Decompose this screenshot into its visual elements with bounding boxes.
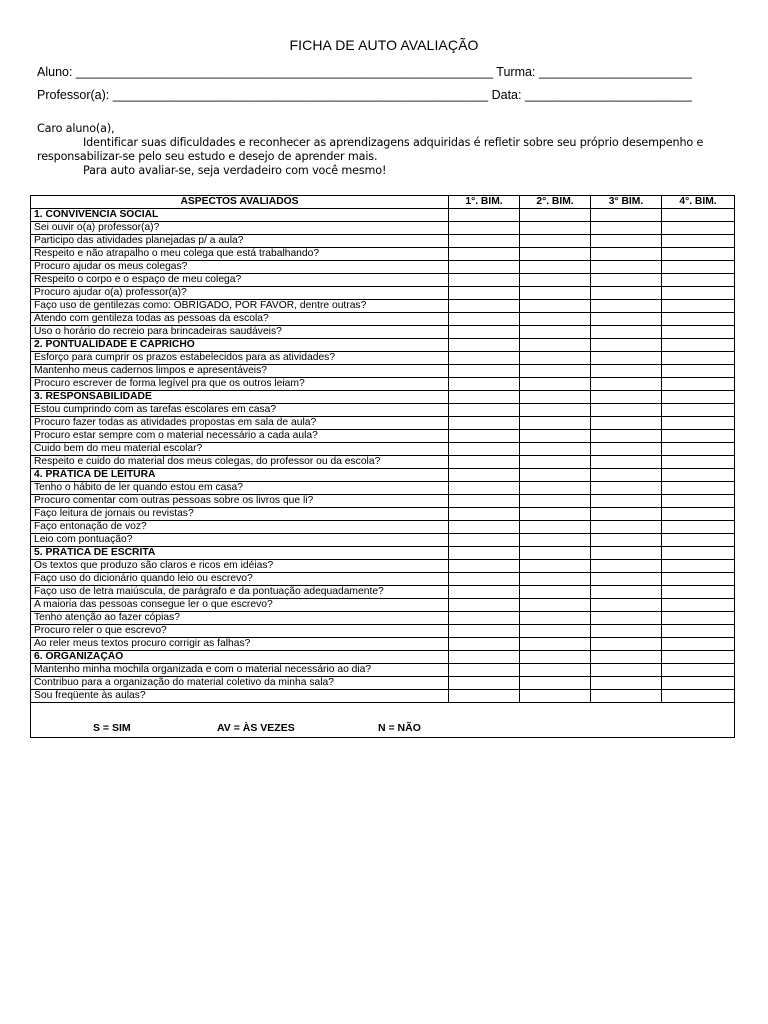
answer-cell-bim-4[interactable] bbox=[662, 365, 735, 378]
table-row bbox=[31, 430, 735, 443]
table-row bbox=[31, 443, 735, 456]
answer-cell-bim-1[interactable] bbox=[449, 300, 520, 313]
answer-cell-bim-3[interactable] bbox=[591, 690, 662, 703]
section-empty-cell bbox=[662, 651, 735, 664]
answer-cell-bim-4[interactable] bbox=[662, 287, 735, 300]
answer-cell-bim-1[interactable] bbox=[449, 443, 520, 456]
answer-cell-bim-4[interactable] bbox=[662, 326, 735, 339]
answer-cell-bim-1[interactable] bbox=[449, 625, 520, 638]
header-aspectos: ASPECTOS AVALIADOS bbox=[31, 196, 449, 209]
section-title: 5. PRÁTICA DE ESCRITA bbox=[31, 547, 449, 560]
table-row bbox=[31, 599, 735, 612]
section-empty-cell bbox=[520, 209, 591, 222]
section-title: 6. ORGANIZAÇÃO bbox=[31, 651, 449, 664]
answer-cell-bim-2[interactable] bbox=[520, 560, 591, 573]
answer-cell-bim-4[interactable] bbox=[662, 521, 735, 534]
question-cell: Respeito o corpo e o espaço de meu colega? bbox=[31, 274, 449, 287]
section-row bbox=[31, 547, 735, 560]
table-row bbox=[31, 261, 735, 274]
answer-cell-bim-2[interactable] bbox=[520, 378, 591, 391]
answer-cell-bim-2[interactable] bbox=[520, 235, 591, 248]
answer-cell-bim-2[interactable] bbox=[520, 521, 591, 534]
table-row bbox=[31, 690, 735, 703]
question-cell: Ao reler meus textos procuro corrigir as falhas? bbox=[31, 638, 449, 651]
question-cell: Sou freqüente às aulas? bbox=[31, 690, 449, 703]
answer-cell-bim-2[interactable] bbox=[520, 287, 591, 300]
intro-paragraph-2: Para auto avaliar-se, seja verdadeiro com você mesmo! bbox=[83, 164, 387, 177]
section-row bbox=[31, 469, 735, 482]
section-title: 2. PONTUALIDADE E CAPRICHO bbox=[31, 339, 449, 352]
question-cell: Faço uso de gentilezas como: OBRIGADO, POR FAVOR, dentre outras? bbox=[31, 300, 449, 313]
table-row bbox=[31, 638, 735, 651]
answer-cell-bim-2[interactable] bbox=[520, 625, 591, 638]
aluno-turma-line[interactable]: Aluno: ____________________________________________________________ Turma: ______________________ bbox=[37, 65, 692, 79]
section-title: 4. PRÁTICA DE LEITURA bbox=[31, 469, 449, 482]
answer-cell-bim-2[interactable] bbox=[520, 573, 591, 586]
section-row bbox=[31, 339, 735, 352]
table-row bbox=[31, 365, 735, 378]
section-empty-cell bbox=[591, 547, 662, 560]
answer-cell-bim-3[interactable] bbox=[591, 508, 662, 521]
answer-cell-bim-2[interactable] bbox=[520, 677, 591, 690]
document-title: FICHA DE AUTO AVALIAÇÃO bbox=[289, 37, 479, 53]
section-empty-cell bbox=[520, 469, 591, 482]
professor-data-line[interactable]: Professor(a): ______________________________________________________ Data: ________________________ bbox=[37, 88, 692, 102]
answer-cell-bim-2[interactable] bbox=[520, 443, 591, 456]
answer-cell-bim-3[interactable] bbox=[591, 612, 662, 625]
answer-cell-bim-4[interactable] bbox=[662, 495, 735, 508]
question-cell: Sei ouvir o(a) professor(a)? bbox=[31, 222, 449, 235]
section-row bbox=[31, 391, 735, 404]
table-row bbox=[31, 664, 735, 677]
section-empty-cell bbox=[520, 547, 591, 560]
question-cell: Esforço para cumprir os prazos estabelecidos para as atividades? bbox=[31, 352, 449, 365]
answer-cell-bim-4[interactable] bbox=[662, 599, 735, 612]
table-row bbox=[31, 274, 735, 287]
section-empty-cell bbox=[662, 547, 735, 560]
answer-cell-bim-1[interactable] bbox=[449, 404, 520, 417]
answer-cell-bim-2[interactable] bbox=[520, 222, 591, 235]
table-row bbox=[31, 625, 735, 638]
answer-cell-bim-2[interactable] bbox=[520, 508, 591, 521]
answer-cell-bim-1[interactable] bbox=[449, 612, 520, 625]
answer-cell-bim-2[interactable] bbox=[520, 456, 591, 469]
table-row bbox=[31, 495, 735, 508]
answer-cell-bim-3[interactable] bbox=[591, 378, 662, 391]
question-cell: Faço entonação de voz? bbox=[31, 521, 449, 534]
table-row bbox=[31, 417, 735, 430]
answer-cell-bim-4[interactable] bbox=[662, 534, 735, 547]
answer-cell-bim-1[interactable] bbox=[449, 573, 520, 586]
answer-cell-bim-2[interactable] bbox=[520, 261, 591, 274]
answer-cell-bim-2[interactable] bbox=[520, 495, 591, 508]
answer-cell-bim-2[interactable] bbox=[520, 274, 591, 287]
legend-cell bbox=[31, 703, 735, 738]
answer-cell-bim-4[interactable] bbox=[662, 482, 735, 495]
evaluation-table bbox=[30, 195, 735, 738]
table-row bbox=[31, 521, 735, 534]
answer-cell-bim-1[interactable] bbox=[449, 560, 520, 573]
answer-cell-bim-4[interactable] bbox=[662, 313, 735, 326]
section-empty-cell bbox=[449, 547, 520, 560]
section-title: 3. RESPONSABILIDADE bbox=[31, 391, 449, 404]
table-row bbox=[31, 248, 735, 261]
question-cell: Mantenho minha mochila organizada e com o material necessário ao dia? bbox=[31, 664, 449, 677]
answer-cell-bim-4[interactable] bbox=[662, 274, 735, 287]
section-empty-cell bbox=[591, 469, 662, 482]
answer-cell-bim-2[interactable] bbox=[520, 430, 591, 443]
question-cell: Procuro comentar com outras pessoas sobre os livros que li? bbox=[31, 495, 449, 508]
answer-cell-bim-3[interactable] bbox=[591, 261, 662, 274]
answer-cell-bim-4[interactable] bbox=[662, 417, 735, 430]
answer-cell-bim-2[interactable] bbox=[520, 417, 591, 430]
answer-cell-bim-2[interactable] bbox=[520, 638, 591, 651]
answer-cell-bim-2[interactable] bbox=[520, 352, 591, 365]
answer-cell-bim-1[interactable] bbox=[449, 508, 520, 521]
answer-cell-bim-4[interactable] bbox=[662, 430, 735, 443]
answer-cell-bim-1[interactable] bbox=[449, 690, 520, 703]
answer-cell-bim-1[interactable] bbox=[449, 638, 520, 651]
answer-cell-bim-1[interactable] bbox=[449, 677, 520, 690]
answer-cell-bim-3[interactable] bbox=[591, 248, 662, 261]
answer-cell-bim-1[interactable] bbox=[449, 326, 520, 339]
section-title: 1. CONVIVÊNCIA SOCIAL bbox=[31, 209, 449, 222]
answer-cell-bim-1[interactable] bbox=[449, 430, 520, 443]
legend-nao: N = NÃO bbox=[378, 722, 421, 734]
header-row bbox=[31, 196, 735, 209]
answer-cell-bim-3[interactable] bbox=[591, 404, 662, 417]
intro-paragraph-1-line-2: responsabilizar-se pelo seu estudo e desejo de aprender mais. bbox=[37, 150, 378, 163]
legend-as-vezes: AV = ÀS VEZES bbox=[217, 722, 295, 734]
table-row bbox=[31, 560, 735, 573]
section-row bbox=[31, 209, 735, 222]
header-bim-2: 2°. BIM. bbox=[520, 196, 591, 209]
table-row bbox=[31, 235, 735, 248]
table-row bbox=[31, 612, 735, 625]
table-row bbox=[31, 482, 735, 495]
answer-cell-bim-4[interactable] bbox=[662, 586, 735, 599]
question-cell: Atendo com gentileza todas as pessoas da escola? bbox=[31, 313, 449, 326]
table-row bbox=[31, 287, 735, 300]
question-cell: Tenho o hábito de ler quando estou em casa? bbox=[31, 482, 449, 495]
answer-cell-bim-4[interactable] bbox=[662, 638, 735, 651]
answer-cell-bim-1[interactable] bbox=[449, 352, 520, 365]
answer-cell-bim-1[interactable] bbox=[449, 235, 520, 248]
answer-cell-bim-2[interactable] bbox=[520, 248, 591, 261]
answer-cell-bim-3[interactable] bbox=[591, 534, 662, 547]
table-row bbox=[31, 222, 735, 235]
intro-paragraph-1-line-1: Identificar suas dificuldades e reconhecer as aprendizagens adquiridas é refletir sobre seu próprio desempenho e bbox=[83, 136, 704, 149]
answer-cell-bim-1[interactable] bbox=[449, 287, 520, 300]
table-row bbox=[31, 586, 735, 599]
answer-cell-bim-1[interactable] bbox=[449, 534, 520, 547]
answer-cell-bim-1[interactable] bbox=[449, 521, 520, 534]
answer-cell-bim-4[interactable] bbox=[662, 352, 735, 365]
answer-cell-bim-3[interactable] bbox=[591, 560, 662, 573]
answer-cell-bim-1[interactable] bbox=[449, 261, 520, 274]
answer-cell-bim-3[interactable] bbox=[591, 352, 662, 365]
section-empty-cell bbox=[662, 391, 735, 404]
question-cell: Mantenho meus cadernos limpos e apresentáveis? bbox=[31, 365, 449, 378]
answer-cell-bim-3[interactable] bbox=[591, 482, 662, 495]
section-empty-cell bbox=[520, 339, 591, 352]
answer-cell-bim-4[interactable] bbox=[662, 378, 735, 391]
answer-cell-bim-1[interactable] bbox=[449, 222, 520, 235]
section-row bbox=[31, 651, 735, 664]
table-row bbox=[31, 404, 735, 417]
answer-cell-bim-3[interactable] bbox=[591, 664, 662, 677]
answer-cell-bim-2[interactable] bbox=[520, 313, 591, 326]
answer-cell-bim-4[interactable] bbox=[662, 664, 735, 677]
answer-cell-bim-3[interactable] bbox=[591, 625, 662, 638]
answer-cell-bim-2[interactable] bbox=[520, 586, 591, 599]
answer-cell-bim-1[interactable] bbox=[449, 482, 520, 495]
answer-cell-bim-2[interactable] bbox=[520, 534, 591, 547]
table-row bbox=[31, 573, 735, 586]
answer-cell-bim-3[interactable] bbox=[591, 599, 662, 612]
answer-cell-bim-3[interactable] bbox=[591, 430, 662, 443]
answer-cell-bim-1[interactable] bbox=[449, 599, 520, 612]
answer-cell-bim-1[interactable] bbox=[449, 456, 520, 469]
answer-cell-bim-3[interactable] bbox=[591, 573, 662, 586]
answer-cell-bim-1[interactable] bbox=[449, 248, 520, 261]
header-bim-3: 3° BIM. bbox=[591, 196, 662, 209]
table-row bbox=[31, 326, 735, 339]
answer-cell-bim-2[interactable] bbox=[520, 612, 591, 625]
section-empty-cell bbox=[520, 391, 591, 404]
greeting: Caro aluno(a), bbox=[37, 122, 115, 135]
question-cell: Contribuo para a organização do material coletivo da minha sala? bbox=[31, 677, 449, 690]
question-cell: Faço uso de letra maiúscula, de parágrafo e da pontuação adequadamente? bbox=[31, 586, 449, 599]
answer-cell-bim-3[interactable] bbox=[591, 326, 662, 339]
answer-cell-bim-4[interactable] bbox=[662, 248, 735, 261]
answer-cell-bim-4[interactable] bbox=[662, 404, 735, 417]
answer-cell-bim-4[interactable] bbox=[662, 300, 735, 313]
answer-cell-bim-4[interactable] bbox=[662, 573, 735, 586]
answer-cell-bim-4[interactable] bbox=[662, 235, 735, 248]
answer-cell-bim-1[interactable] bbox=[449, 365, 520, 378]
evaluation-table-body bbox=[31, 209, 735, 703]
header-bim-1: 1°. BIM. bbox=[449, 196, 520, 209]
section-empty-cell bbox=[449, 469, 520, 482]
question-cell: A maioria das pessoas consegue ler o que escrevo? bbox=[31, 599, 449, 612]
intro-text bbox=[37, 122, 733, 178]
answer-cell-bim-1[interactable] bbox=[449, 378, 520, 391]
answer-cell-bim-3[interactable] bbox=[591, 235, 662, 248]
table-row bbox=[31, 313, 735, 326]
answer-cell-bim-3[interactable] bbox=[591, 313, 662, 326]
legend bbox=[31, 722, 734, 736]
question-cell: Procuro escrever de forma legível pra que os outros leiam? bbox=[31, 378, 449, 391]
table-row bbox=[31, 352, 735, 365]
answer-cell-bim-4[interactable] bbox=[662, 612, 735, 625]
table-row bbox=[31, 677, 735, 690]
section-empty-cell bbox=[591, 339, 662, 352]
answer-cell-bim-3[interactable] bbox=[591, 495, 662, 508]
question-cell: Procuro ajudar os meus colegas? bbox=[31, 261, 449, 274]
table-row bbox=[31, 378, 735, 391]
answer-cell-bim-1[interactable] bbox=[449, 495, 520, 508]
table-row bbox=[31, 456, 735, 469]
answer-cell-bim-2[interactable] bbox=[520, 599, 591, 612]
answer-cell-bim-2[interactable] bbox=[520, 482, 591, 495]
question-cell: Tenho atenção ao fazer cópias? bbox=[31, 612, 449, 625]
answer-cell-bim-3[interactable] bbox=[591, 300, 662, 313]
answer-cell-bim-4[interactable] bbox=[662, 625, 735, 638]
section-empty-cell bbox=[591, 651, 662, 664]
section-empty-cell bbox=[662, 209, 735, 222]
section-empty-cell bbox=[449, 391, 520, 404]
answer-cell-bim-1[interactable] bbox=[449, 664, 520, 677]
answer-cell-bim-1[interactable] bbox=[449, 586, 520, 599]
answer-cell-bim-4[interactable] bbox=[662, 677, 735, 690]
answer-cell-bim-3[interactable] bbox=[591, 443, 662, 456]
answer-cell-bim-3[interactable] bbox=[591, 365, 662, 378]
answer-cell-bim-1[interactable] bbox=[449, 313, 520, 326]
section-empty-cell bbox=[662, 469, 735, 482]
answer-cell-bim-3[interactable] bbox=[591, 287, 662, 300]
answer-cell-bim-3[interactable] bbox=[591, 456, 662, 469]
answer-cell-bim-2[interactable] bbox=[520, 326, 591, 339]
table-row bbox=[31, 508, 735, 521]
question-cell: Faço leitura de jornais ou revistas? bbox=[31, 508, 449, 521]
table-row bbox=[31, 300, 735, 313]
question-cell: Procuro fazer todas as atividades propostas em sala de aula? bbox=[31, 417, 449, 430]
header-bim-4: 4°. BIM. bbox=[662, 196, 735, 209]
question-cell: Procuro ajudar o(a) professor(a)? bbox=[31, 287, 449, 300]
question-cell: Respeito e cuido do material dos meus colegas, do professor ou da escola? bbox=[31, 456, 449, 469]
question-cell: Estou cumprindo com as tarefas escolares em casa? bbox=[31, 404, 449, 417]
legend-row bbox=[31, 703, 735, 738]
section-empty-cell bbox=[591, 209, 662, 222]
answer-cell-bim-3[interactable] bbox=[591, 274, 662, 287]
section-empty-cell bbox=[449, 651, 520, 664]
answer-cell-bim-4[interactable] bbox=[662, 456, 735, 469]
question-cell: Uso o horário do recreio para brincadeiras saudáveis? bbox=[31, 326, 449, 339]
answer-cell-bim-1[interactable] bbox=[449, 274, 520, 287]
answer-cell-bim-3[interactable] bbox=[591, 222, 662, 235]
question-cell: Os textos que produzo são claros e ricos em idéias? bbox=[31, 560, 449, 573]
answer-cell-bim-3[interactable] bbox=[591, 638, 662, 651]
question-cell: Leio com pontuação? bbox=[31, 534, 449, 547]
question-cell: Cuido bem do meu material escolar? bbox=[31, 443, 449, 456]
section-empty-cell bbox=[520, 651, 591, 664]
answer-cell-bim-3[interactable] bbox=[591, 677, 662, 690]
section-empty-cell bbox=[449, 339, 520, 352]
question-cell: Participo das atividades planejadas p/ a aula? bbox=[31, 235, 449, 248]
answer-cell-bim-4[interactable] bbox=[662, 261, 735, 274]
section-empty-cell bbox=[591, 391, 662, 404]
answer-cell-bim-4[interactable] bbox=[662, 508, 735, 521]
legend-sim: S = SIM bbox=[93, 722, 131, 734]
answer-cell-bim-3[interactable] bbox=[591, 417, 662, 430]
question-cell: Faço uso do dicionário quando leio ou escrevo? bbox=[31, 573, 449, 586]
table-row bbox=[31, 534, 735, 547]
answer-cell-bim-2[interactable] bbox=[520, 365, 591, 378]
answer-cell-bim-4[interactable] bbox=[662, 222, 735, 235]
answer-cell-bim-4[interactable] bbox=[662, 560, 735, 573]
answer-cell-bim-4[interactable] bbox=[662, 690, 735, 703]
answer-cell-bim-2[interactable] bbox=[520, 690, 591, 703]
answer-cell-bim-2[interactable] bbox=[520, 300, 591, 313]
answer-cell-bim-2[interactable] bbox=[520, 404, 591, 417]
question-cell: Respeito e não atrapalho o meu colega que está trabalhando? bbox=[31, 248, 449, 261]
answer-cell-bim-1[interactable] bbox=[449, 417, 520, 430]
section-empty-cell bbox=[662, 339, 735, 352]
answer-cell-bim-2[interactable] bbox=[520, 664, 591, 677]
question-cell: Procuro reler o que escrevo? bbox=[31, 625, 449, 638]
answer-cell-bim-4[interactable] bbox=[662, 443, 735, 456]
section-empty-cell bbox=[449, 209, 520, 222]
answer-cell-bim-3[interactable] bbox=[591, 586, 662, 599]
answer-cell-bim-3[interactable] bbox=[591, 521, 662, 534]
question-cell: Procuro estar sempre com o material necessário a cada aula? bbox=[31, 430, 449, 443]
